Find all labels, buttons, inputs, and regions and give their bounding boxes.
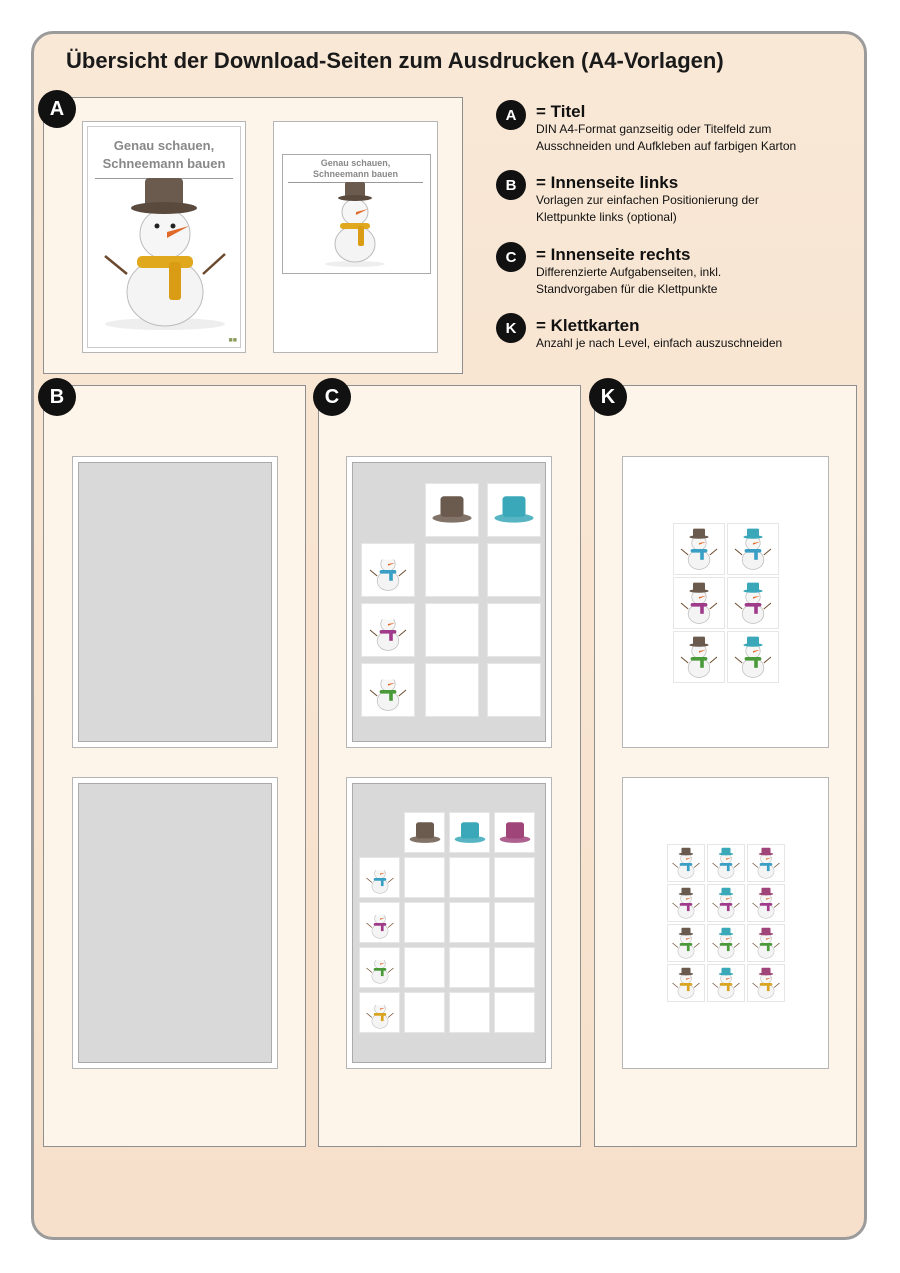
task-snowman-card (361, 543, 415, 597)
velcro-card (707, 964, 745, 1002)
velcro-slot (494, 947, 535, 988)
legend-badge-b: B (496, 170, 526, 200)
velcro-card (673, 631, 725, 683)
badge-a: A (38, 90, 76, 128)
legend-text-a: DIN A4-Format ganzseitig oder Titelfeld zum Ausschneiden und Aufkleben auf farbigen Karton (536, 122, 797, 153)
velcro-slot (494, 902, 535, 943)
legend-title-k: = Klettkarten (536, 316, 640, 335)
b-page-2 (72, 777, 278, 1069)
velcro-slot (449, 902, 490, 943)
velcro-card (727, 577, 779, 629)
snowman-small (320, 176, 390, 268)
task-snowman-card (361, 663, 415, 717)
badge-c: C (313, 378, 351, 416)
legend-title-a: = Titel (536, 102, 586, 121)
b-page-2-area (78, 783, 272, 1063)
cover-page-titlefield (273, 121, 438, 353)
velcro-slot (449, 992, 490, 1033)
cover-logo: ■■ (228, 337, 237, 344)
legend-text-b: Vorlagen zur einfachen Positionierung der Klettpunkte links (optional) (536, 193, 759, 224)
velcro-card (747, 964, 785, 1002)
legend-text-k: Anzahl je nach Level, einfach auszuschneiden (536, 336, 783, 350)
velcro-slot (487, 543, 541, 597)
task-hat-card (425, 483, 479, 537)
velcro-card (727, 523, 779, 575)
velcro-slot (487, 663, 541, 717)
task-snowman-card (359, 947, 400, 988)
velcro-slot (494, 992, 535, 1033)
velcro-slot (425, 663, 479, 717)
velcro-card (707, 924, 745, 962)
b-page-1 (72, 456, 278, 748)
velcro-card (707, 844, 745, 882)
velcro-slot (404, 947, 445, 988)
velcro-slot (494, 857, 535, 898)
legend-title-c: = Innenseite rechts (536, 245, 691, 264)
task-snowman-card (359, 902, 400, 943)
velcro-slot (404, 857, 445, 898)
velcro-card (727, 631, 779, 683)
c-page-level1 (346, 456, 552, 748)
velcro-slot (404, 902, 445, 943)
legend-badge-c: C (496, 242, 526, 272)
velcro-slot (425, 603, 479, 657)
velcro-slot (425, 543, 479, 597)
legend-badge-k: K (496, 313, 526, 343)
velcro-slot (449, 947, 490, 988)
cover-page-full (82, 121, 246, 353)
velcro-card (747, 844, 785, 882)
task-snowman-card (359, 857, 400, 898)
velcro-card (673, 523, 725, 575)
badge-k: K (589, 378, 627, 416)
velcro-slot (449, 857, 490, 898)
legend-badge-a: A (496, 100, 526, 130)
badge-b: B (38, 378, 76, 416)
task-hat-card (487, 483, 541, 537)
task-hat-card (404, 812, 445, 853)
velcro-card (707, 884, 745, 922)
velcro-card (747, 884, 785, 922)
task-hat-card (449, 812, 490, 853)
c-page-level2 (346, 777, 552, 1069)
velcro-card (747, 924, 785, 962)
k-page-level2 (622, 777, 829, 1069)
titlefield-line2: Schneemann bauen (312, 169, 399, 179)
velcro-card (667, 844, 705, 882)
velcro-card (667, 964, 705, 1002)
page-title: Übersicht der Download-Seiten zum Ausdrucken (A4-Vorlagen) (66, 48, 724, 73)
velcro-card (667, 884, 705, 922)
task-snowman-card (361, 603, 415, 657)
task-snowman-card (359, 992, 400, 1033)
k-page-level1 (622, 456, 829, 748)
cover-title-line1: Genau schauen, (113, 138, 215, 153)
task-hat-card (494, 812, 535, 853)
titlefield-line1: Genau schauen, (320, 158, 391, 168)
b-page-1-area (78, 462, 272, 742)
velcro-card (673, 577, 725, 629)
velcro-slot (487, 603, 541, 657)
snowman-large (97, 174, 233, 334)
velcro-card (667, 924, 705, 962)
legend-text-c: Differenzierte Aufgabenseiten, inkl. Standvorgaben für die Klettpunkte (536, 265, 722, 296)
legend-title-b: = Innenseite links (536, 173, 679, 192)
velcro-slot (404, 992, 445, 1033)
cover-title-line2: Schneemann bauen (102, 156, 226, 171)
